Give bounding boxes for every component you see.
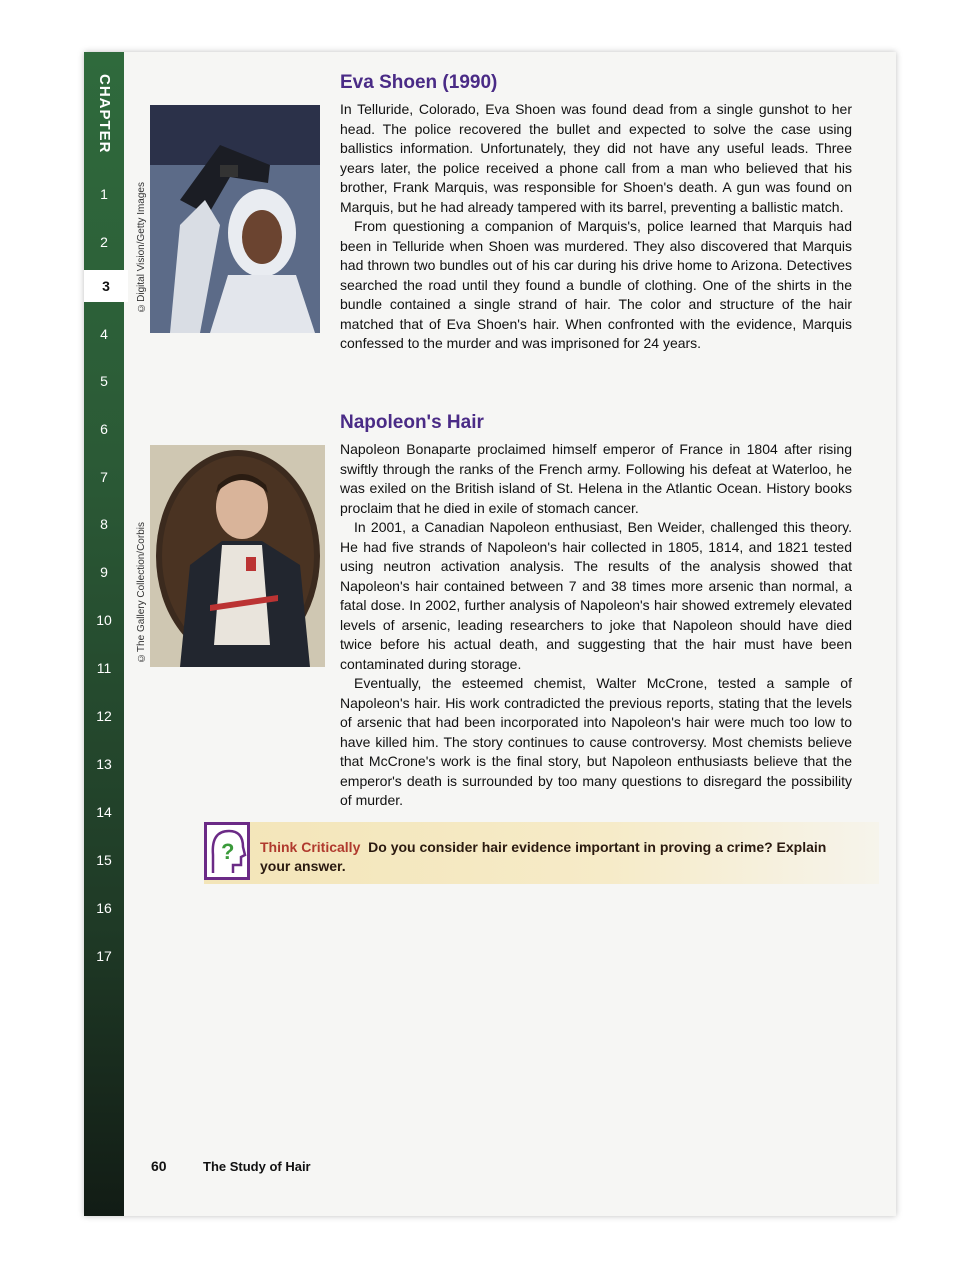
chapter-tab-14[interactable]: 14 [96, 804, 112, 820]
section-body-napoleons-hair [340, 440, 852, 811]
chapter-tab-13[interactable]: 13 [96, 756, 112, 772]
chapter-sidebar [84, 52, 124, 1216]
think-critically-box [204, 822, 879, 884]
chapter-tab-4[interactable]: 4 [100, 326, 108, 342]
photo-credit-1: ©Digital Vision/Getty Images [136, 182, 147, 313]
chapter-tab-3-active[interactable]: 3 [84, 270, 128, 302]
photo-credit-2: ©The Gallery Collection/Corbis [136, 522, 147, 664]
paragraph: Napoleon Bonaparte proclaimed himself emperor of France in 1804 after rising swiftly through the ranks of the French army. Following his defeat at Waterloo, he was exiled on the British island of St. Helena in the Atlantic Ocean. History books proclaim that he died in exile of stomach cancer. [340, 441, 852, 516]
chapter-tab-11[interactable]: 11 [96, 660, 112, 676]
chapter-tab-7[interactable]: 7 [100, 469, 108, 485]
napoleon-portrait-photo [150, 445, 325, 667]
think-critically-text [260, 838, 860, 876]
think-critically-question: Do you consider hair evidence important in proving a crime? Explain your answer. [260, 839, 827, 874]
paragraph: Eventually, the esteemed chemist, Walter McCrone, tested a sample of Napoleon's hair. His work contradicted the previous reports, stating that the levels of arsenic that had been incorporated into Napoleon's hair were much too low to have killed him. The story continues to cause controversy. Most chemists believe that McCrone's work is the final story, but Napoleon enthusiasts believe that the emperor's death is surrounded by too many questions to disregard the possibility of murder. [340, 675, 852, 808]
napoleon-portrait-illustration [150, 445, 325, 667]
chapter-tab-1[interactable]: 1 [100, 186, 108, 202]
chapter-tab-5[interactable]: 5 [100, 373, 108, 389]
running-footer-title: The Study of Hair [203, 1159, 311, 1174]
question-head-graphic [207, 825, 247, 877]
chapter-tab-12[interactable]: 12 [96, 708, 112, 724]
chapter-tab-16[interactable]: 16 [96, 900, 112, 916]
chapter-tab-15[interactable]: 15 [96, 852, 112, 868]
question-mark-glyph: ? [221, 839, 235, 864]
chapter-tab-6[interactable]: 6 [100, 421, 108, 437]
chapter-tab-8[interactable]: 8 [100, 516, 108, 532]
section-heading-napoleons-hair: Napoleon's Hair [340, 412, 484, 433]
chapter-label: CHAPTER [96, 74, 113, 154]
paragraph: From questioning a companion of Marquis's, police learned that Marquis had been in Telluride when Shoen was murdered. They also discovered that Marquis had thrown two bundles out of his car during his drive home to Arizona. Detectives searched the road until they found a bundle of clothing. One of the shirts in the bundle contained a single strand of hair. The color and structure of the hair matched that of Eva Shoen's hair. When confronted with the evidence, Marquis confessed to the murder and was imprisoned for 24 years. [340, 218, 852, 351]
section-body-eva-shoen [340, 100, 852, 354]
textbook-page [84, 52, 896, 1216]
chapter-tab-17[interactable]: 17 [96, 948, 112, 964]
chapter-tab-9[interactable]: 9 [100, 564, 108, 580]
page-number: 60 [151, 1158, 167, 1174]
chapter-tab-10[interactable]: 10 [96, 612, 112, 628]
paragraph: In Telluride, Colorado, Eva Shoen was found dead from a single gunshot to her head. The police recovered the bullet and expected to solve the case using ballistics information. Unfortunately, they did not have any useful leads. Three years later, the police received a phone call from a man who believed that his brother, Frank Marquis, was responsible for Shoen's death. A gun was found on Marquis, but he had already tampered with its barrel, preventing a ballistic match. [340, 101, 852, 215]
question-head-icon [204, 822, 250, 880]
forensic-scientist-illustration [150, 105, 320, 333]
forensic-scientist-photo [150, 105, 320, 333]
chapter-tab-2[interactable]: 2 [100, 234, 108, 250]
section-heading-eva-shoen: Eva Shoen (1990) [340, 72, 498, 93]
paragraph: In 2001, a Canadian Napoleon enthusiast, Ben Weider, challenged this theory. He had five strands of Napoleon's hair collected in 1805, 1814, and 1821 tested using neutron activation analysis. The results of the analysis showed that Napoleon's hair contained between 7 and 38 times more arsenic than normal, a fatal dose. In 2002, further analysis of Napoleon's hair showed extremely elevated levels of arsenic, leading researchers to joke that Napoleon should have died twice before his actual death, and suggesting that the hair must have been contaminated during storage. [340, 519, 852, 672]
think-critically-label: Think Critically [260, 839, 361, 855]
